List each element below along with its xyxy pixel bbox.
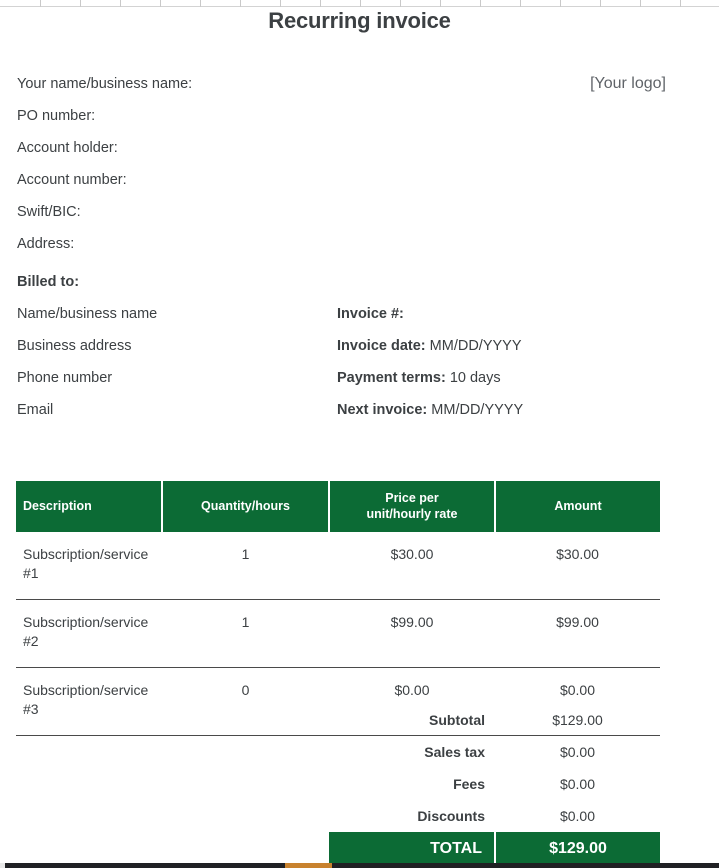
cell-amount: $30.00: [495, 532, 660, 600]
ruler-tick: [40, 0, 41, 7]
sales-tax-label: Sales tax: [424, 744, 485, 760]
cell-description: Subscription/service #2: [16, 600, 162, 668]
ruler-tick: [640, 0, 641, 7]
cell-quantity: 1: [162, 532, 329, 600]
company-field-address: Address:: [17, 236, 75, 252]
column-header-price-line2: unit/hourly rate: [366, 506, 458, 521]
discounts-value: $0.00: [559, 808, 596, 824]
billed-to-phone: Phone number: [17, 370, 113, 386]
totals-row-discounts: [16, 800, 660, 832]
cell-price: $99.00: [329, 600, 495, 668]
invoice-meta-block: [337, 298, 677, 426]
ruler-tick: [360, 0, 361, 7]
billed-to-address: Business address: [17, 338, 132, 354]
company-field-account-number: Account number:: [17, 172, 127, 188]
ruler-tick: [480, 0, 481, 7]
line-items-header: [16, 481, 660, 532]
cell-price: $0.00: [329, 668, 495, 736]
billed-to-name: Name/business name: [17, 306, 158, 322]
spreadsheet-ruler-strip: [0, 0, 719, 7]
ruler-tick: [440, 0, 441, 7]
table-row: [16, 600, 660, 668]
invoice-date-value: MM/DD/YYYY: [429, 338, 522, 354]
column-header-price-line1: Price per: [385, 490, 439, 505]
company-field-po-number: PO number:: [17, 108, 96, 124]
bottom-chrome-left-gap: [0, 863, 5, 868]
subtotal-value: $129.00: [552, 712, 603, 728]
ruler-tick: [680, 0, 681, 7]
invoice-date-label: Invoice date:: [337, 338, 426, 354]
billed-to-email: Email: [17, 402, 54, 418]
invoice-number-label: Invoice #:: [337, 306, 404, 322]
column-header-description: Description: [16, 481, 162, 532]
totals-spacer: [16, 832, 329, 866]
line-items-table: [16, 481, 660, 736]
subtotal-label: Subtotal: [429, 712, 485, 728]
ruler-tick: [280, 0, 281, 7]
sales-tax-value: $0.00: [559, 744, 596, 760]
ruler-tick: [200, 0, 201, 7]
totals-spacer: [16, 736, 329, 768]
totals-spacer: [16, 800, 329, 832]
page-title: Recurring invoice: [268, 8, 451, 33]
table-header-row: [16, 481, 660, 532]
totals-row-sales-tax: [16, 736, 660, 768]
payment-terms-line: [337, 362, 677, 394]
next-invoice-value: MM/DD/YYYY: [431, 402, 524, 418]
company-details-block: [17, 68, 417, 260]
payment-terms-value: 10 days: [449, 370, 501, 386]
company-field-swift-bic: Swift/BIC:: [17, 204, 81, 220]
ruler-tick: [240, 0, 241, 7]
cell-amount: $0.00: [495, 668, 660, 736]
fees-label: Fees: [453, 776, 485, 792]
ruler-tick: [600, 0, 601, 7]
discounts-label: Discounts: [417, 808, 485, 824]
column-header-price: [329, 481, 495, 532]
ruler-tick: [520, 0, 521, 7]
cell-amount: $99.00: [495, 600, 660, 668]
cell-price: $30.00: [329, 532, 495, 600]
billed-to-heading: Billed to:: [17, 274, 80, 290]
cell-description: Subscription/service #1: [16, 532, 162, 600]
totals-row-subtotal: [16, 704, 660, 736]
grand-total-value: $129.00: [495, 832, 660, 866]
totals-row-grand-total: [16, 832, 660, 866]
payment-terms-label: Payment terms:: [337, 370, 446, 386]
totals-table: [16, 704, 660, 866]
invoice-number-line: [337, 298, 677, 330]
logo-placeholder: [Your logo]: [590, 75, 666, 92]
cell-quantity: 1: [162, 600, 329, 668]
billed-to-block: [17, 266, 327, 426]
totals-spacer: [16, 704, 329, 736]
totals-spacer: [16, 768, 329, 800]
totals-body: [16, 704, 660, 866]
cell-description: Subscription/service #3: [16, 668, 162, 736]
company-field-business-name: Your name/business name:: [17, 76, 193, 92]
column-header-amount: Amount: [495, 481, 660, 532]
ruler-tick: [400, 0, 401, 7]
bottom-chrome-accent: [285, 863, 332, 868]
totals-row-fees: [16, 768, 660, 800]
ruler-tick: [320, 0, 321, 7]
invoice-page: [0, 7, 719, 868]
invoice-date-line: [337, 330, 677, 362]
company-field-account-holder: Account holder:: [17, 140, 118, 156]
ruler-tick: [560, 0, 561, 7]
bottom-chrome-bar: [0, 863, 719, 868]
table-row: [16, 532, 660, 600]
ruler-tick: [160, 0, 161, 7]
ruler-tick: [120, 0, 121, 7]
fees-value: $0.00: [559, 776, 596, 792]
ruler-tick: [80, 0, 81, 7]
grand-total-label: TOTAL: [329, 832, 495, 866]
column-header-quantity: Quantity/hours: [162, 481, 329, 532]
next-invoice-line: [337, 394, 677, 426]
next-invoice-label: Next invoice:: [337, 402, 428, 418]
cell-quantity: 0: [162, 668, 329, 736]
